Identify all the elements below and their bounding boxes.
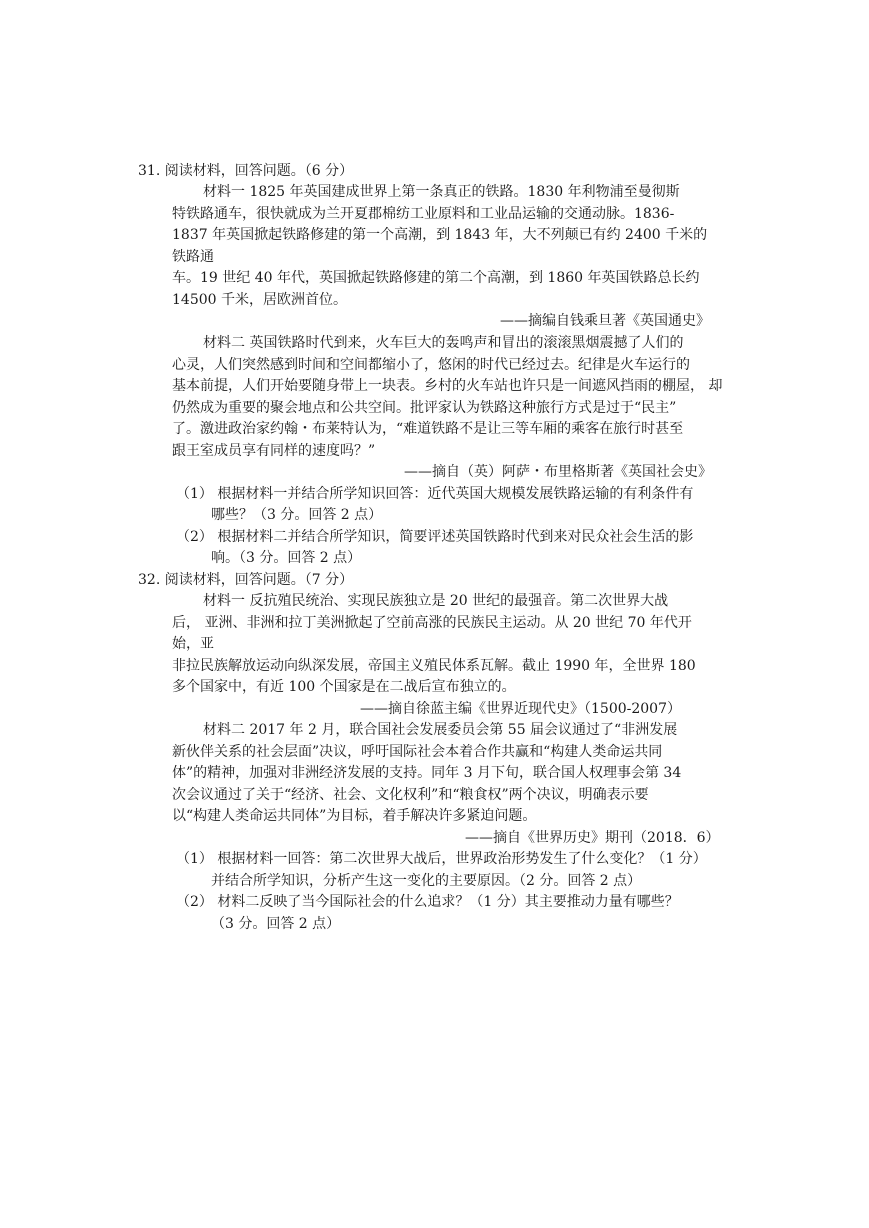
q31-m1-line: 车。19 世纪 40 年代，英国掀起铁路修建的第二个高潮，到 1860 年英国铁路总长约 <box>172 270 700 286</box>
q31-m2-line: 跟王室成员享有同样的速度吗？” <box>172 443 376 459</box>
q32-m1-line: 材料一 反抗殖民统治、实现民族独立是 20 世纪的最强音。第二次世界大战 <box>203 593 669 609</box>
q31-m2-line: 心灵，人们突然感到时间和空间都缩小了，悠闲的时代已经过去。纪律是火车运行的 <box>172 357 690 373</box>
q32-m2-line: 材料二 2017 年 2 月，联合国社会发展委员会第 55 届会议通过了“非洲发展 <box>203 722 678 738</box>
q31-m2-source: ——摘自（英）阿萨・布里格斯著《英国社会史》 <box>404 464 712 480</box>
q31-m1-line: 14500 千米，居欧洲首位。 <box>172 292 347 308</box>
q32-subq-1-cont: 并结合所学知识，分析产生这一变化的主要原因。（2 分。回答 2 点） <box>211 873 642 889</box>
q32-m2-line: 体”的精神，加强对非洲经济发展的支持。同年 3 月下旬，联合国人权理事会第 34 <box>172 765 682 781</box>
q32-m2-line: 以“构建人类命运共同体”为目标，着手解决许多紧迫问题。 <box>172 808 537 824</box>
q32-m2-line: 次会议通过了关于“经济、社会、文化权利”和“粮食权”两个决议，明确表示要 <box>172 787 649 803</box>
q32-m1-line: 非拉民族解放运动向纵深发展，帝国主义殖民体系瓦解。截止 1990 年，全世界 180 <box>172 658 696 674</box>
q31-subq-2-cont: 响。（3 分。回答 2 点） <box>211 550 362 566</box>
q31-m2-line: 材料二 英国铁路时代到来，火车巨大的轰鸣声和冒出的滚滚黑烟震撼了人们的 <box>203 335 684 351</box>
q32-m1-source: ——摘自徐蓝主编《世界近现代史》（1500-2007） <box>360 701 681 717</box>
q31-m2-line: 了。激进政治家约翰・布莱特认为，“难道铁路不是让三等车厢的乘客在旅行时甚至 <box>172 421 684 437</box>
q32-subq-2: （2） 材料二反映了当今国际社会的什么追求？（1 分）其主要推动力量有哪些？ <box>176 894 679 910</box>
q31-subq-2: （2） 根据材料二并结合所学知识，简要评述英国铁路时代到来对民众社会生活的影 <box>176 529 694 545</box>
q32-m1-line: 始，亚 <box>172 636 214 652</box>
q31-m2-line: 基本前提，人们开始要随身带上一块表。乡村的火车站也许只是一间遮风挡雨的棚屋， 却 <box>172 378 723 394</box>
q32-subq-2-cont: （3 分。回答 2 点） <box>211 916 341 932</box>
q31-m1-line: 铁路通 <box>172 249 214 265</box>
q32-m1-line: 多个国家中，有近 100 个国家是在二战后宣布独立的。 <box>172 679 516 695</box>
q31-subq-1-cont: 哪些？（3 分。回答 2 点） <box>211 507 383 523</box>
q31-subq-1: （1） 根据材料一并结合所学知识回答：近代英国大规模发展铁路运输的有利条件有 <box>176 486 694 502</box>
q31-m2-line: 仍然成为重要的聚会地点和公共空间。批评家认为铁路这种旅行方式是过于“民主” <box>172 400 677 416</box>
q31-m1-source: ——摘编自钱乘旦著《英国通史》 <box>500 313 710 329</box>
q32-subq-1: （1） 根据材料一回答：第二次世界大战后，世界政治形势发生了什么变化？（1 分） <box>176 851 707 867</box>
q32-header: 32. 阅读材料，回答问题。（7 分） <box>138 572 354 588</box>
q32-m2-source: ——摘自《世界历史》期刊（2018．6） <box>465 830 720 846</box>
q32-m1-line: 后， 亚洲、非洲和拉丁美洲掀起了空前高涨的民族民主运动。从 20 世纪 70 年代开 <box>172 615 692 631</box>
q32-m2-line: 新伙伴关系的社会层面”决议，呼吁国际社会本着合作共赢和“构建人类命运共同 <box>172 744 663 760</box>
q31-m1-line: 1837 年英国掀起铁路修建的第一个高潮，到 1843 年，大不列颠已有约 2400 千米的 <box>172 227 708 243</box>
q31-header: 31. 阅读材料，回答问题。（6 分） <box>138 163 354 179</box>
q31-m1-line: 材料一 1825 年英国建成世界上第一条真正的铁路。1830 年利物浦至曼彻斯 <box>203 184 680 200</box>
q31-m1-line: 特铁路通车，很快就成为兰开夏郡棉纺工业原料和工业品运输的交通动脉。1836- <box>172 206 675 222</box>
